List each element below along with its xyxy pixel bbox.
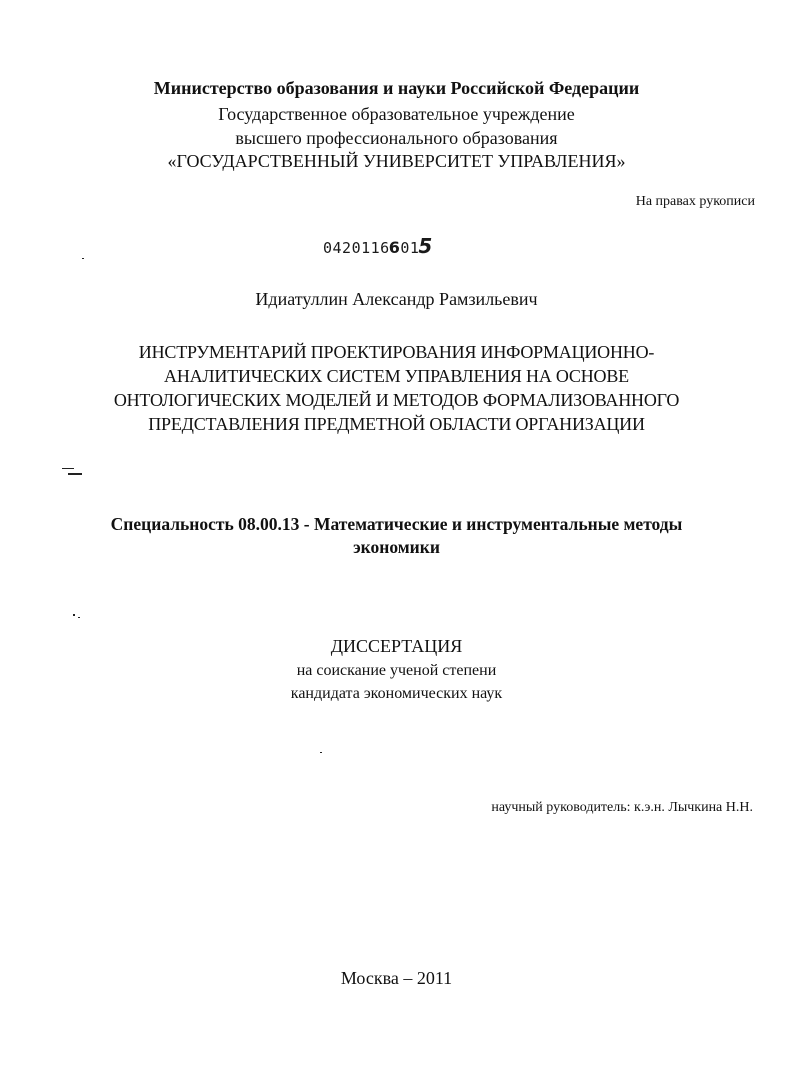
- author-name: Идиатуллин Александр Рамзильевич: [255, 289, 538, 309]
- scan-speck: [320, 752, 322, 753]
- title-line-3: ОНТОЛОГИЧЕСКИХ МОДЕЛЕЙ И МЕТОДОВ ФОРМАЛИЗОВАННОГО: [113, 390, 680, 410]
- registration-stamp: [323, 234, 433, 258]
- institution-type: Государственное образовательное учреждение: [218, 104, 575, 124]
- stamp-number: 0420116: [323, 239, 390, 257]
- scan-speck: [73, 614, 75, 616]
- stamp-number-tail: 01: [400, 239, 420, 257]
- scan-speck: [78, 617, 80, 618]
- title-line-4: ПРЕДСТАВЛЕНИЯ ПРЕДМЕТНОЙ ОБЛАСТИ ОРГАНИЗАЦИИ: [148, 414, 645, 434]
- dissertation-purpose: на соискание ученой степени: [296, 662, 497, 679]
- university-name: «ГОСУДАРСТВЕННЫЙ УНИВЕРСИТЕТ УПРАВЛЕНИЯ»: [167, 151, 626, 171]
- city-year: Москва – 2011: [340, 968, 453, 988]
- stamp-handwritten-final: 5: [418, 234, 433, 258]
- scan-speck: [82, 258, 84, 259]
- stamp-handwritten-digit: 6: [388, 238, 401, 257]
- dissertation-heading: ДИССЕРТАЦИЯ: [330, 636, 463, 656]
- ministry-heading: Министерство образования и науки Российской Федерации: [153, 78, 640, 98]
- scan-mark: [68, 473, 82, 475]
- scientific-advisor: научный руководитель: к.э.н. Лычкина Н.Н.: [491, 800, 753, 815]
- institution-level: высшего профессионального образования: [235, 128, 558, 148]
- specialty-line-2: экономики: [353, 537, 440, 557]
- title-line-2: АНАЛИТИЧЕСКИХ СИСТЕМ УПРАВЛЕНИЯ НА ОСНОВЕ: [164, 366, 629, 386]
- scan-mark: [62, 468, 74, 469]
- title-line-1: ИНСТРУМЕНТАРИЙ ПРОЕКТИРОВАНИЯ ИНФОРМАЦИОННО-: [138, 342, 655, 362]
- dissertation-degree: кандидата экономических наук: [290, 685, 503, 702]
- specialty-line-1: Специальность 08.00.13 - Математические и инструментальные методы: [110, 514, 683, 534]
- rights-note: На правах рукописи: [635, 194, 755, 209]
